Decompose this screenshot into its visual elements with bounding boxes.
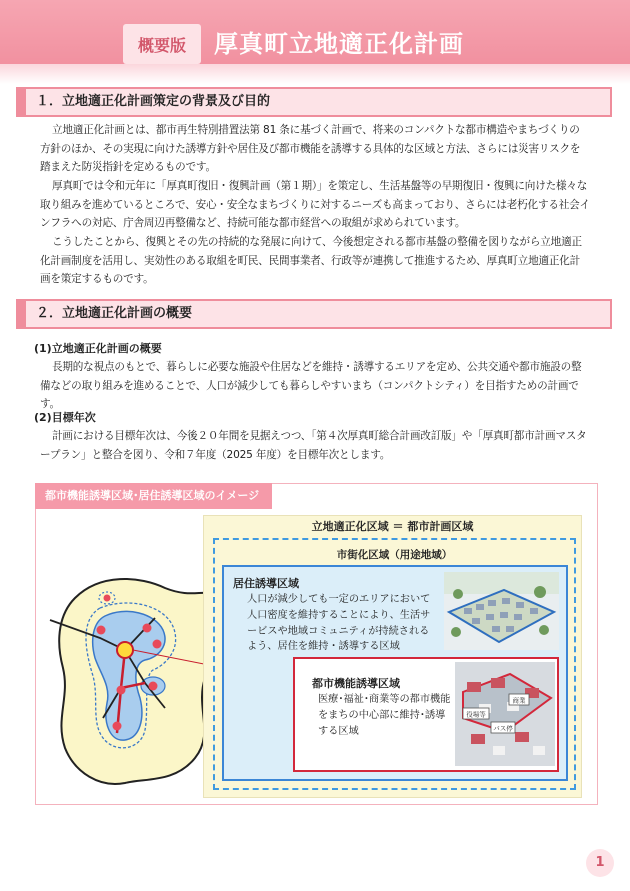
section1-paragraph-2: 厚真町では令和元年に「厚真町復旧・復興計画（第１期）」を策定し、生活基盤等の早期復旧・復興に向けた様々な取り組みを進めているところで、安心・安全なまちづくりに対するニーズも高まっており、さらには老朽化する社会インフラへの対応、庁舎周辺再整備など、持続可能な都市経営への取組が求められています。	[40, 180, 590, 230]
residential-area-illustration	[444, 572, 559, 650]
facility-marker	[113, 722, 122, 731]
subsection2-text: 計画における目標年次は、今後２０年間を見据えつつ、「第４次厚真町総合計画改訂版」や「厚真町都市計画マスタープラン」と整合を図り、令和７年度（2025 年度）を目標年次とします。	[40, 430, 587, 461]
residential-inducement-title: 居住誘導区域	[233, 577, 299, 590]
commerce-label: 商業	[512, 696, 526, 705]
facility-marker	[97, 626, 106, 635]
urban-function-inducement-text: 医療･福祉･商業等の都市機能をまちの中心部に維持･誘導する区域	[318, 694, 451, 737]
facility-marker	[149, 682, 158, 691]
facility-marker	[153, 640, 162, 649]
subsection1-text: 長期的な視点のもとで、暮らしに必要な施設や住居などを維持・誘導するエリアを定め、公共交通や都市施設の整備などの取り組みを進めることで、人口が減少しても暮らしやすいまち（コンパクトシティ）を目指すための計画です。	[40, 361, 582, 411]
section1-heading: １．立地適正化計画策定の背景及び目的	[16, 87, 612, 117]
residential-inducement-text: 人口が減少しても一定のエリアにおいて人口密度を維持することにより、生活サービスや地域コミュニティが持続されるよう、居住を維持・誘導する区域	[247, 594, 431, 653]
facility-marker	[143, 624, 152, 633]
location-optimization-area-title: 立地適正化区域 ＝ 都市計画区域	[311, 520, 474, 533]
urbanization-area-title: 市街化区域（用途地域）	[336, 549, 453, 561]
bus-stop-label: バス停	[493, 724, 513, 733]
summary-badge: 概要版	[123, 24, 201, 64]
subsection1-title: (1)立地適正化計画の概要	[34, 342, 162, 355]
section2-heading: ２．立地適正化計画の概要	[16, 299, 612, 329]
urban-function-inducement-title: 都市機能誘導区域	[312, 677, 400, 690]
subsection2-title: (2)目標年次	[34, 411, 96, 424]
urban-center-marker	[117, 642, 133, 658]
section1-paragraph-1: 立地適正化計画とは、都市再生特別措置法第 81 条に基づく計画で、将来のコンパクトな都市構造やまちづくりの方針のほか、その実現に向けた誘導方針や居住及び都市機能を誘導する具体的な区域と方法、さらには災害リスクを踏まえた防災指針を定めるものです。	[40, 124, 581, 174]
page-number: 1	[586, 849, 614, 877]
header-gradient-band	[0, 64, 630, 84]
town-hall-label: 役場等	[466, 710, 486, 719]
urban-center-illustration	[455, 662, 555, 766]
facility-marker	[104, 595, 111, 602]
facility-marker	[117, 686, 126, 695]
figure-label: 都市機能誘導区域･居住誘導区域のイメージ	[35, 483, 272, 509]
page-title: 厚真町立地適正化計画	[214, 30, 464, 58]
section1-paragraph-3: こうしたことから、復興とその先の持続的な発展に向けて、今後想定される都市基盤の整備を図りながら立地適正化計画制度を活用し、実効性のある取組を町民、民間事業者、行政等が連携して推進するため、厚真町立地適正化計画を策定するものです。	[40, 236, 582, 286]
